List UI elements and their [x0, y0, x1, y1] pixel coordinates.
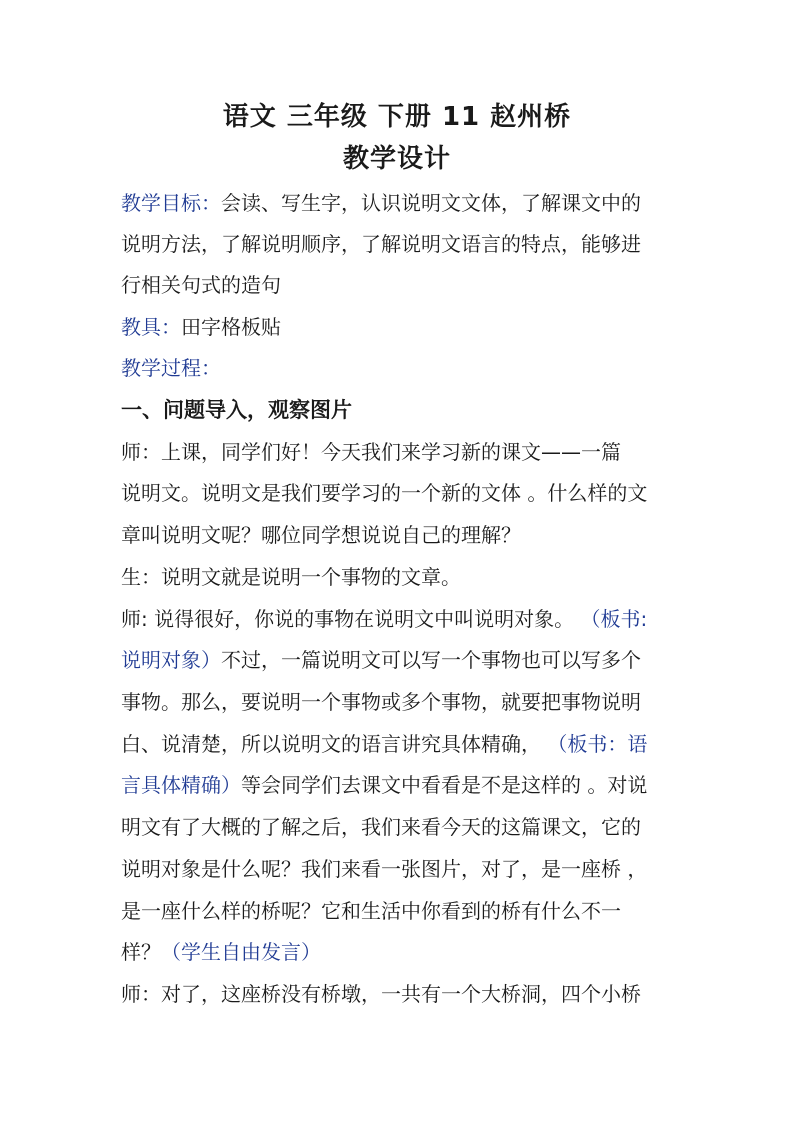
objectives-line-1 — [121, 189, 681, 217]
paragraph-line: 是一座什么样的桥呢？它和生活中你看到的桥有什么不一 — [121, 899, 621, 923]
paragraph-line — [121, 605, 681, 633]
paragraph-line: 生：说明文就是说明一个事物的文章。 — [121, 565, 461, 589]
line-text: 师: 说得很好，你说的事物在说明文中叫说明对象。 — [121, 607, 575, 631]
board-note: 言具体精确） — [121, 773, 241, 797]
paragraph-line: 说明对象是什么呢？我们来看一张图片，对了，是一座桥 ， — [121, 857, 648, 881]
teaching-aids-label: 教具： — [121, 315, 181, 339]
teaching-aids-text: 田字格板贴 — [181, 315, 281, 339]
board-note: 说明对象） — [121, 648, 221, 672]
objectives-label: 教学目标： — [121, 191, 221, 215]
paragraph-line: 明文有了大概的了解之后，我们来看今天的这篇课文，它的 — [121, 815, 641, 839]
board-note: （板书：语 — [541, 732, 648, 756]
objectives-line-3: 行相关句式的造句 — [121, 273, 281, 297]
document-title: 语文 三年级 下册 11 赵州桥 — [222, 102, 572, 132]
document-subtitle: 教学设计 — [342, 144, 451, 174]
paragraph-line: 章叫说明文呢？哪位同学想说说自己的理解？ — [121, 523, 521, 547]
paragraph-line — [121, 938, 681, 966]
stage-note: （学生自由发言） — [161, 940, 321, 964]
line-text: 白、说清楚，所以说明文的语言讲究具体精确， — [121, 732, 541, 756]
paragraph-line: 说明文。说明文是我们要学习的一个新的文体 。什么样的文 — [121, 481, 648, 505]
line-text: 样？ — [121, 940, 161, 964]
line-text: 等会同学们去课文中看看是不是这样的 。对说 — [241, 773, 648, 797]
paragraph-line — [121, 730, 681, 758]
board-note: （板书: — [574, 607, 648, 631]
teaching-aids-line — [121, 313, 681, 341]
paragraph-line — [121, 771, 681, 799]
objectives-line-2: 说明方法，了解说明顺序，了解说明文语言的特点，能够进 — [121, 232, 641, 256]
paragraph-line: 师：上课，同学们好！今天我们来学习新的课文——一篇 — [121, 440, 621, 464]
process-label: 教学过程： — [121, 356, 221, 380]
paragraph-line: 事物。那么，要说明一个事物或多个事物，就要把事物说明 — [121, 690, 641, 714]
line-text: 不过，一篇说明文可以写一个事物也可以写多个 — [221, 648, 641, 672]
section-heading-1: 一、问题导入，观察图片 — [121, 398, 352, 422]
objectives-text: 会读、写生字，认识说明文文体，了解课文中的 — [221, 191, 641, 215]
paragraph-line — [121, 646, 681, 674]
paragraph-line: 师：对了，这座桥没有桥墩，一共有一个大桥洞，四个小桥 — [121, 982, 641, 1006]
